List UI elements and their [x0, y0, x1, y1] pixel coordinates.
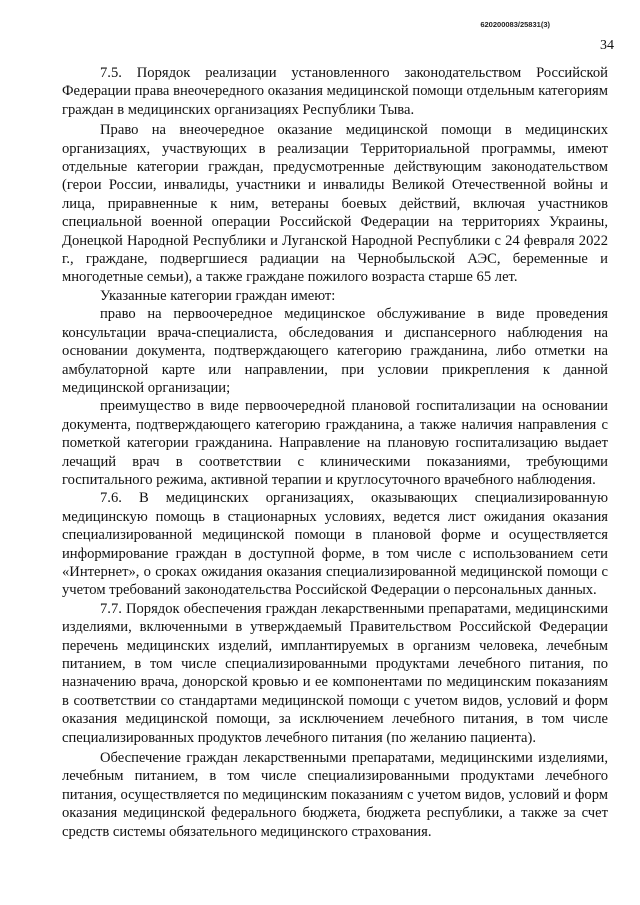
page-number: 34 [600, 38, 614, 53]
paragraph-priority-right: Право на внеочередное оказание медицинской помощи в медицинских организациях, участвующих в реализации Территориальной программы, имеют отдельные категории граждан, предусмотренные действующим законодательством (герои России, инвалиды, участники и инвалиды Великой Отечественной войны и лица, приравненные к ним, ветераны боевых действий, включая участников специальной военной операции Российской Федерации на территориях Украины, Донецкой Народной Республики и Луганской Народной Республики с 24 февраля 2022 г., граждане, подвергшиеся радиации на Чернобыльской АЭС, беременные и многодетные семьи), а также граждане пожилого возраста старше 65 лет. [62, 122, 608, 286]
document-code: 620200083/25831(3) [480, 20, 550, 29]
paragraph-provision: Обеспечение граждан лекарственными препаратами, медицинскими изделиями, лечебным питанием, в том числе специализированными продуктами лечебного питания, осуществляется по медицинским показаниям с учетом видов, условий и форм оказания медицинской федерального бюджета, бюджета республики, а также за счет средств системы обязательного медицинского страхования. [62, 750, 608, 840]
paragraph-7-7: 7.7. Порядок обеспечения граждан лекарственными препаратами, медицинскими изделиями, включенными в утверждаемый Правительством Российской Федерации перечень медицинских изделий, имплантируемых в организм человека, лечебным питанием, в том числе специализированными продуктами лечебного питания, по назначению врача, донорской кровью и ее компонентами по медицинским показаниям в соответствии со стандартами медицинской помощи с учетом видов, условий и форм оказания медицинской помощи, за исключением лечебного питания, в том числе специализированных продуктов лечебного питания (по желанию пациента). [62, 600, 608, 746]
document-body [62, 64, 608, 841]
paragraph-first-right: право на первоочередное медицинское обслуживание в виде проведения консультации врача-специалиста, обследования и диспансерного наблюдения на основании документа, подтверждающего категорию гражданина, либо отметки на амбулаторной карте или направлении, при условии прикрепления к данной медицинской организации; [62, 306, 608, 396]
paragraph-categories-have: Указанные категории граждан имеют: [100, 287, 336, 304]
paragraph-7-5: 7.5. Порядок реализации установленного законодательством Российской Федерации права внеочередного оказания медицинской помощи отдельным категориям граждан в медицинских организациях Республики Тыва. [62, 65, 608, 118]
paragraph-hospitalization: преимущество в виде первоочередной плановой госпитализации на основании документа, подтверждающего категорию гражданина, а также наличия направления с пометкой категории гражданина. Направление на плановую госпитализацию выдает лечащий врач в соответствии с клиническими показаниями, требующими госпитального режима, активной терапии и круглосуточного врачебного наблюдения. [62, 398, 608, 488]
paragraph-7-6: 7.6. В медицинских организациях, оказывающих специализированную медицинскую помощь в стационарных условиях, ведется лист ожидания оказания специализированной медицинской помощи в плановой форме и осуществляется информирование граждан в доступной форме, в том числе с использованием сети «Интернет», о сроках ожидания оказания специализированной медицинской помощи с учетом требований законодательства Российской Федерации о персональных данных. [62, 490, 608, 599]
